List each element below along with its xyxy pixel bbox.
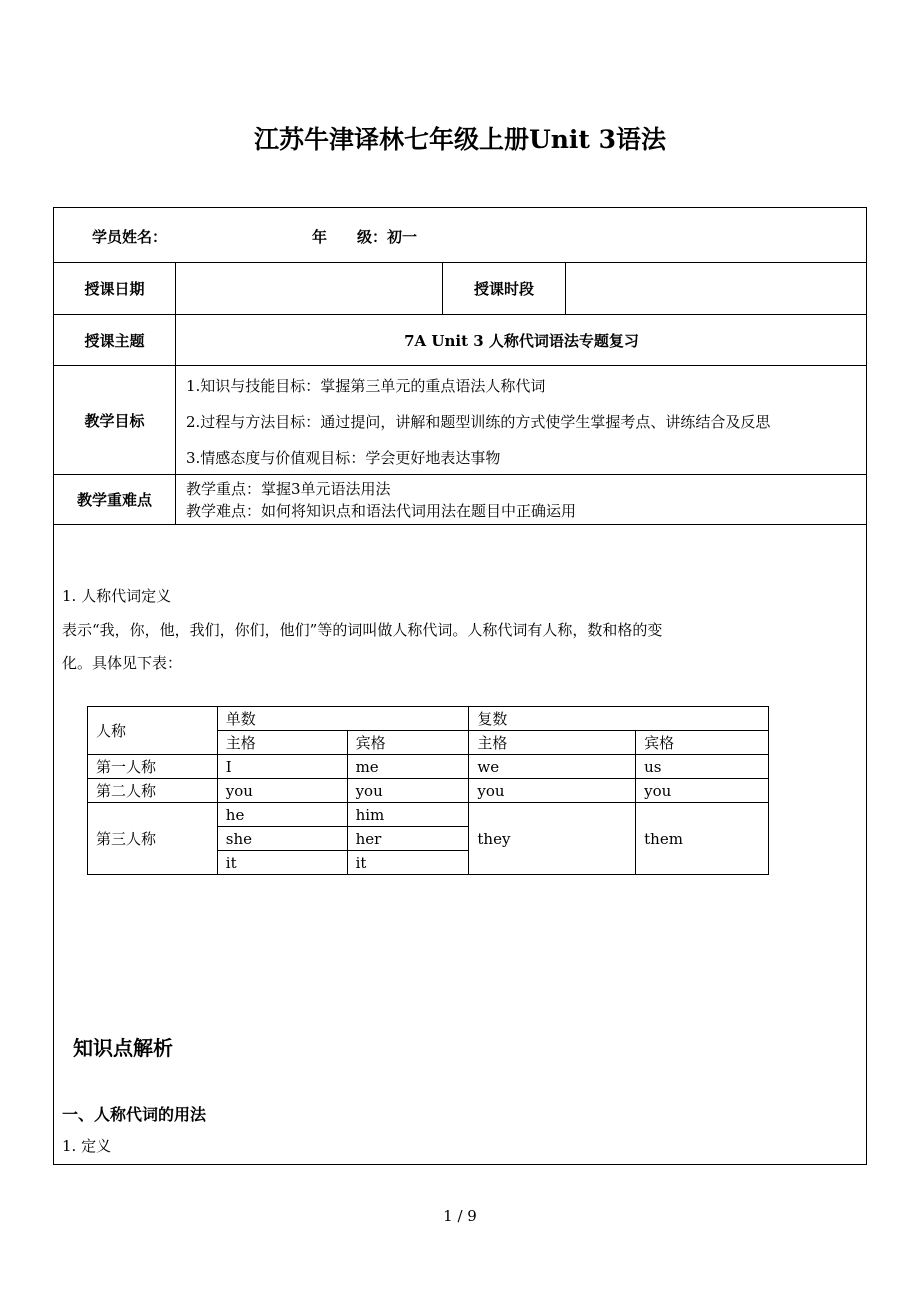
row-objectives	[54, 366, 866, 475]
row-date	[54, 263, 866, 315]
page-number: 1 / 9	[443, 1207, 477, 1225]
topic-label: 授课主题	[84, 331, 145, 350]
pronoun-cell: you	[636, 779, 769, 803]
lesson-table	[53, 207, 867, 1165]
grade-label: 年 级：初一	[312, 228, 418, 246]
objective-header: 宾格	[636, 731, 769, 755]
first-person-label: 第一人称	[88, 755, 218, 779]
table-row	[88, 755, 769, 779]
pronoun-cell: they	[469, 803, 636, 875]
pronoun-table	[87, 706, 769, 875]
student-name-label: 学员姓名：	[92, 228, 168, 246]
second-person-label: 第二人称	[88, 779, 218, 803]
objectives-label: 教学目标	[84, 411, 145, 430]
keypoints-label: 教学重难点	[76, 491, 152, 509]
document-title: 江苏牛津译林七年级上册Unit 3语法	[253, 125, 667, 154]
objective-item: 2.过程与方法目标：通过提问，讲解和题型训练的方式使学生掌握考点、讲练结合及反思	[186, 413, 771, 431]
pronoun-cell: us	[636, 755, 769, 779]
pronoun-cell: you	[347, 779, 469, 803]
date-label: 授课日期	[84, 280, 145, 298]
third-person-label: 第三人称	[88, 803, 218, 875]
time-label: 授课时段	[442, 263, 565, 314]
objective-header: 宾格	[347, 731, 469, 755]
person-header: 人称	[88, 707, 218, 755]
row-topic	[54, 315, 866, 366]
part1-subheading: 1. 定义	[62, 1137, 112, 1155]
pronoun-cell: it	[217, 851, 347, 875]
singular-header: 单数	[217, 707, 469, 731]
pronoun-cell: we	[469, 755, 636, 779]
pronoun-cell: it	[347, 851, 469, 875]
pronoun-cell: me	[347, 755, 469, 779]
keypoint-item: 教学重点：掌握3单元语法用法	[186, 480, 391, 498]
date-value	[175, 263, 442, 314]
pronoun-cell: he	[217, 803, 347, 827]
table-row	[88, 779, 769, 803]
pronoun-cell: she	[217, 827, 347, 851]
keypoint-item: 教学难点：如何将知识点和语法代词用法在题目中正确运用	[186, 502, 577, 520]
nominative-header: 主格	[217, 731, 347, 755]
pronoun-cell: her	[347, 827, 469, 851]
section1-text: 化。具体见下表：	[62, 654, 183, 672]
knowledge-heading: 知识点解析	[73, 1036, 173, 1060]
row-student	[54, 208, 866, 263]
table-row	[88, 803, 769, 827]
keypoints-cell	[175, 475, 867, 524]
pronoun-cell: you	[217, 779, 347, 803]
objectives-cell	[175, 366, 867, 474]
section1-text: 表示“我，你，他，我们，你们，他们”等的词叫做人称代词。人称代词有人称，数和格的变	[62, 621, 663, 639]
topic-value: 7A Unit 3 人称代词语法专题复习	[175, 315, 867, 365]
pronoun-cell: them	[636, 803, 769, 875]
objective-item: 3.情感态度与价值观目标：学会更好地表达事物	[186, 449, 501, 467]
plural-header: 复数	[469, 707, 769, 731]
pronoun-cell: I	[217, 755, 347, 779]
row-keypoints	[54, 475, 866, 525]
pronoun-cell: him	[347, 803, 469, 827]
section1-heading: 1. 人称代词定义	[62, 587, 172, 605]
time-value	[565, 263, 867, 314]
part1-heading: 一、人称代词的用法	[62, 1105, 207, 1124]
pronoun-cell: you	[469, 779, 636, 803]
nominative-header: 主格	[469, 731, 636, 755]
objective-item: 1.知识与技能目标：掌握第三单元的重点语法人称代词	[186, 377, 546, 395]
